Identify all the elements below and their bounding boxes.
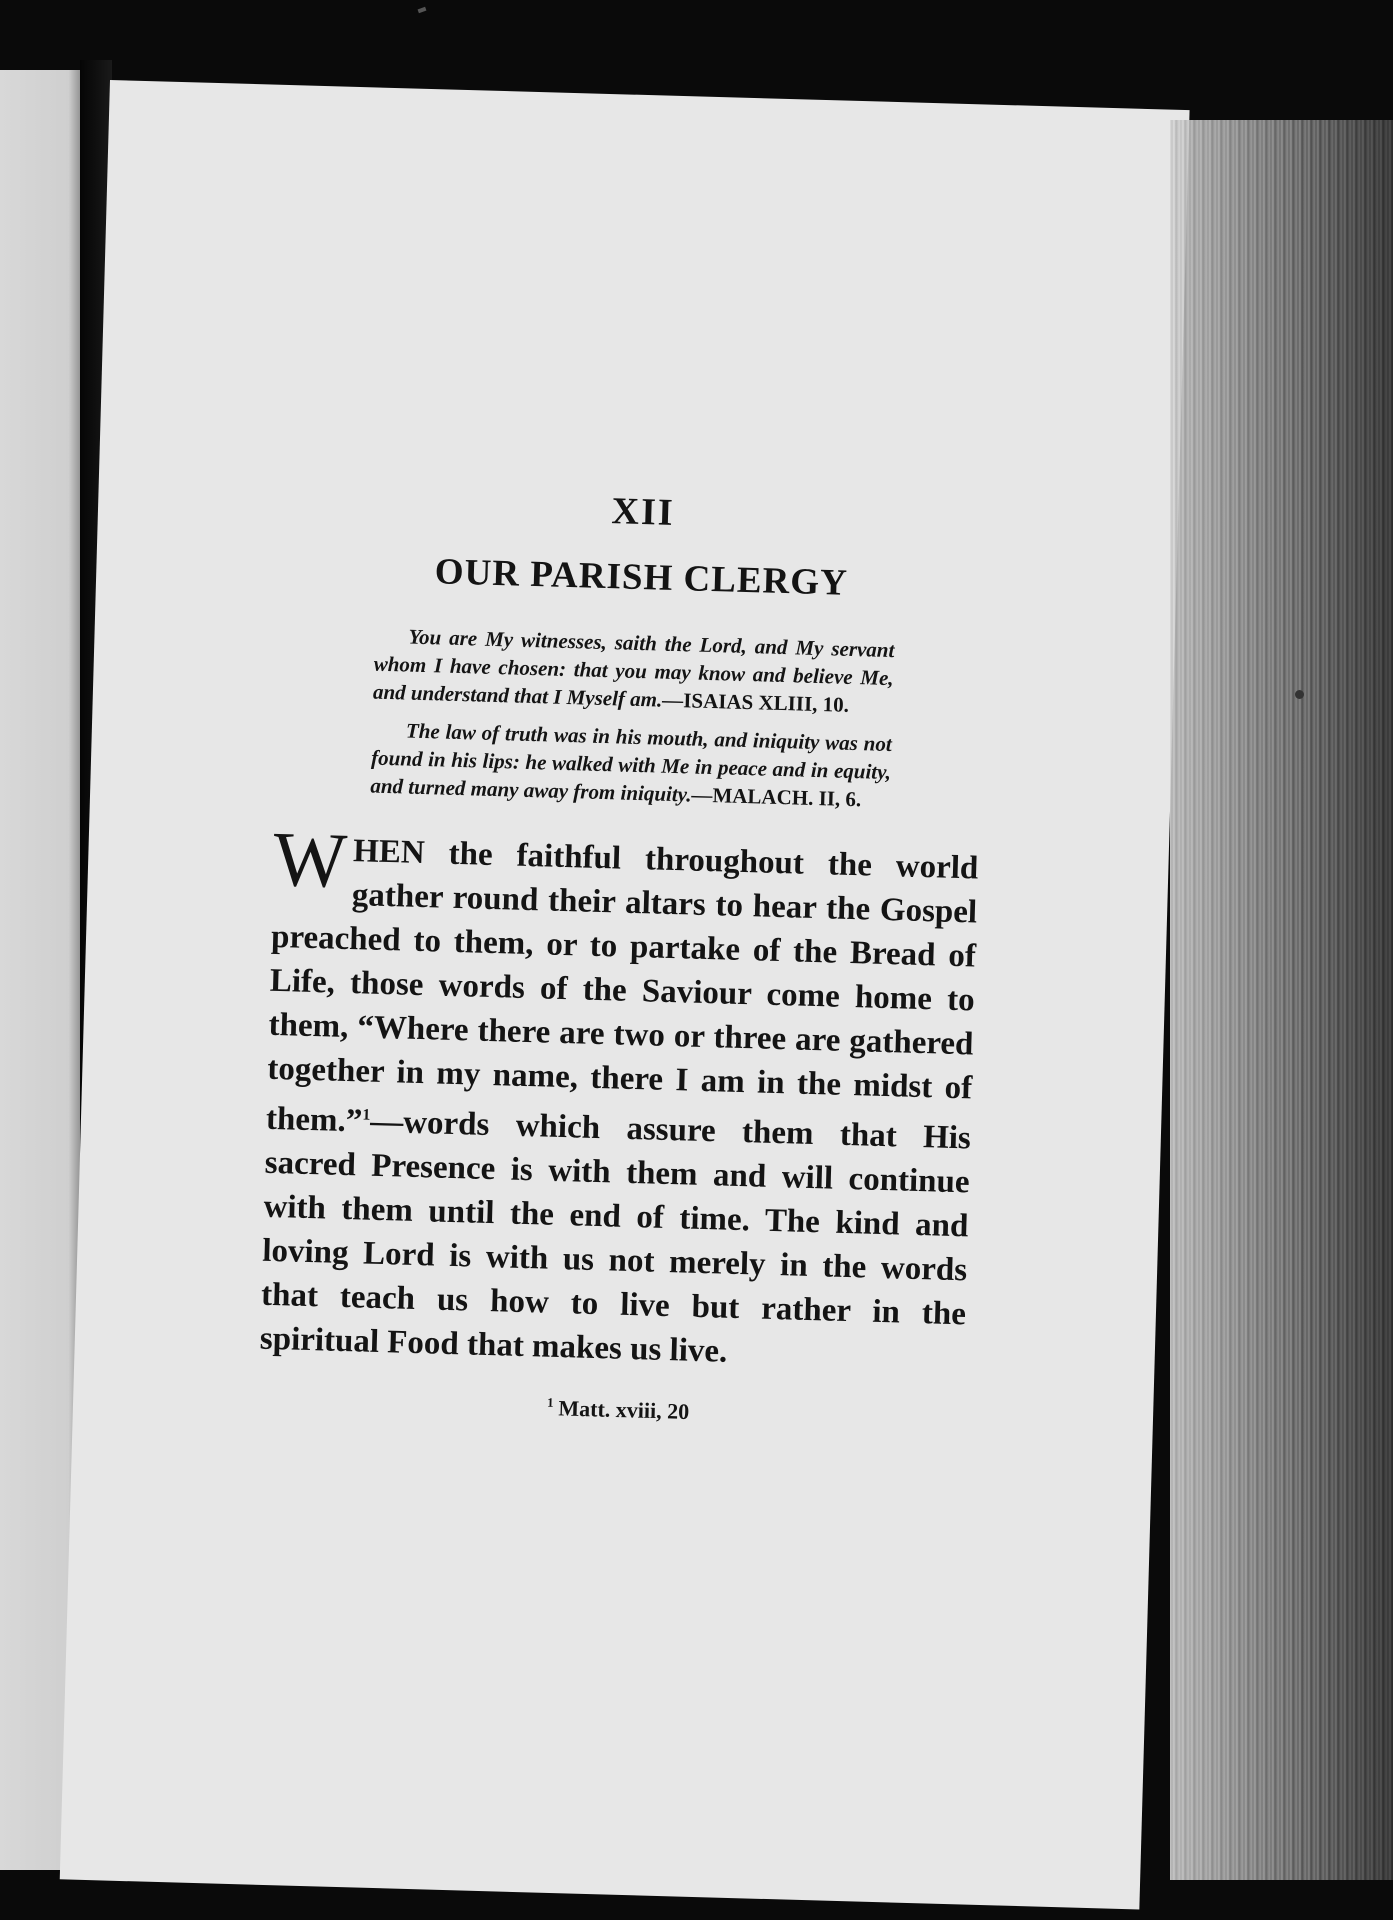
drop-cap: W (272, 814, 349, 904)
body-text-part-1: HEN the faithful throughout the world gather round their altars to hear the Gospel preached to them, or to partake of the Bread of Life, those words of the Saviour come home to them, “Where there are two or three are gathered together in my name, there I am in the midst of them.” (265, 833, 979, 1140)
epigraph-citation: MALACH. II, 6. (712, 783, 862, 812)
book-page (60, 80, 1190, 1909)
body-text-part-2: —words which assure them that His sacred Presence is with them and will continue with them until the end of time. The kind and loving Lord is with us not merely in the words that teach us how to live but rather in the spiritual Food that makes us live. (259, 1103, 972, 1370)
epigraph-isaias (373, 622, 895, 720)
chapter-title: OUR PARISH CLERGY (434, 551, 849, 604)
page-stack-edge (1170, 120, 1393, 1880)
footnote (258, 1387, 978, 1433)
page-content (258, 480, 1004, 1433)
footnote-marker: 1 (546, 1394, 554, 1410)
chapter-number: XII (611, 490, 676, 534)
scan-speck (1295, 690, 1304, 699)
epigraph-citation: ISAIAS XLIII, 10. (682, 688, 850, 717)
scan-speck (418, 7, 427, 13)
epigraph-text: The law of truth was in his mouth, and iniquity was not found in his lips: he walked with Me in peace and in equity, and turned many away from iniquity.— (370, 718, 893, 808)
footnote-text: Matt. xviii, 20 (558, 1395, 690, 1425)
epigraph-text: You are My witnesses, saith the Lord, and My servant whom I have chosen: that you may know and believe Me, and understand that I Myself am.— (372, 624, 895, 713)
footnote-reference[interactable]: 1 (362, 1106, 371, 1124)
body-paragraph (259, 814, 979, 1380)
epigraph-malach (370, 716, 892, 814)
